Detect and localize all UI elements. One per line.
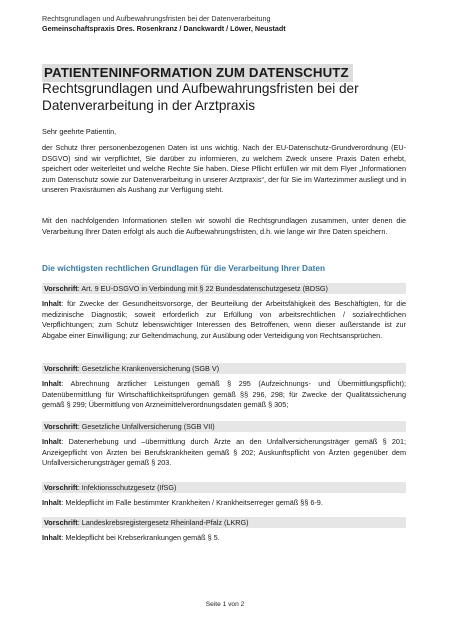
- inhalt-label: Inhalt: [42, 533, 62, 542]
- vorschrift-text: : Infektionsschutzgesetz (IfSG): [77, 483, 177, 492]
- vorschrift-text: : Landeskrebsregistergesetz Rheinland-Pfalz (LKRG): [77, 518, 249, 527]
- vorschrift-label: Vorschrift: [44, 422, 78, 431]
- inhalt-row: [42, 379, 406, 411]
- vorschrift-label: Vorschrift: [44, 364, 78, 373]
- info-paragraph: Mit den nachfolgenden Informationen stellen wir sowohl die Rechtsgrundlagen zusammen, unter denen die Verarbeitung Ihrer Daten erfolgt als auch die Aufbewahrungsfristen, d.h. wie lange wir Ihre Daten speichern.: [42, 216, 406, 236]
- vorschrift-label: Vorschrift: [44, 483, 78, 492]
- header-practice-name: Gemeinschaftspraxis Dres. Rosenkranz / Danckwardt / Löwer, Neustadt: [42, 24, 286, 33]
- header-document-title: Rechtsgrundlagen und Aufbewahrungsfristen bei der Datenverarbeitung: [42, 14, 271, 23]
- inhalt-row: [42, 498, 406, 509]
- inhalt-text: : Meldepflicht bei Krebserkrankungen gemäß § 5.: [61, 533, 220, 542]
- salutation: Sehr geehrte Patientin,: [42, 127, 117, 136]
- page-subtitle: Rechtsgrundlagen und Aufbewahrungsfristen bei der Datenverarbeitung in der Arztpraxis: [42, 81, 359, 113]
- inhalt-text: : Meldepflicht im Falle bestimmter Krankheiten / Krankheitserreger gemäß §§ 6-9.: [61, 498, 323, 507]
- vorschrift-label: Vorschrift: [44, 284, 78, 293]
- page-number: Seite 1 von 2: [205, 601, 245, 608]
- vorschrift-text: : Gesetzliche Unfallversicherung (SGB VII): [77, 422, 215, 431]
- section-heading: Die wichtigsten rechtlichen Grundlagen für die Verarbeitung Ihrer Daten: [42, 263, 326, 273]
- inhalt-row: [42, 299, 406, 341]
- inhalt-label: Inhalt: [42, 379, 62, 388]
- vorschrift-text: : Gesetzliche Krankenversicherung (SGB V): [77, 364, 220, 373]
- inhalt-label: Inhalt: [42, 437, 62, 446]
- vorschrift-text: : Art. 9 EU-DSGVO in Verbindung mit § 22 Bundesdatenschutzgesetz (BDSG): [77, 284, 328, 293]
- inhalt-text: : für Zwecke der Gesundheitsvorsorge, der Beurteilung der Arbeitsfähigkeit des Beschäftigten, für die medizinische Diagnostik; soweit erforderlich zur Erfüllung von arbeitsrechtlichen / sozialrechtlichen Verpflichtungen; zum Schutz lebenswichtiger Interessen des Betroffenen, wenn dieser außerstande ist zur Abgabe einer Einwilligung; zur Geltendmachung, zur Ausübung oder Verteidigung von Rechtsansprüchen.: [42, 299, 406, 340]
- vorschrift-row: [42, 517, 406, 528]
- page-header: [42, 14, 286, 34]
- vorschrift-row: [42, 421, 406, 432]
- inhalt-label: Inhalt: [42, 498, 62, 507]
- vorschrift-label: Vorschrift: [44, 518, 78, 527]
- intro-paragraph: der Schutz Ihrer personenbezogenen Daten ist uns wichtig. Nach der EU-Datenschutz-Grundverordnung (EU-DSGVO) sind wir verpflichtet, Sie darüber zu informieren, zu welchem Zweck unsere Praxis Daten erhebt, speichert oder weiterleitet und welche Rechte Sie haben. Diese Pflicht erfüllen wir mit dem Flyer „Informationen zum Datenschutz sowie zur Datenverarbeitung in unserer Arztpraxis“, der für Sie im Wartezimmer ausliegt und in unseren Praxisräumen als Aushang zur Verfügung steht.: [42, 143, 406, 195]
- inhalt-text: : Abrechnung ärztlicher Leistungen gemäß § 295 (Aufzeichnungs- und Übermittlungspflicht); Datenübermittlung für Wirtschaftlichkeitsprüfungen gemäß §§ 296, 298; für Zwecke der Qualitätssicherung gemäß § 299; Übermittlung von Arzneimittelverordnungsdaten gemäß § 305;: [42, 379, 406, 410]
- vorschrift-row: [42, 363, 406, 374]
- inhalt-text: : Datenerhebung und –übermittlung durch Ärzte an den Unfallversicherungsträger gemäß § 201; Anzeigepflicht von Ärzten bei Berufskrankheiten gemäß § 202; Auskunftspflicht von Ärzten gegenüber dem Unfallversicherungsträger gemäß § 203.: [42, 437, 406, 468]
- inhalt-label: Inhalt: [42, 299, 62, 308]
- vorschrift-row: [42, 283, 406, 294]
- inhalt-row: [42, 437, 406, 469]
- inhalt-row: [42, 533, 406, 544]
- page-title: PATIENTENINFORMATION ZUM DATENSCHUTZ: [42, 64, 353, 82]
- vorschrift-row: [42, 482, 406, 493]
